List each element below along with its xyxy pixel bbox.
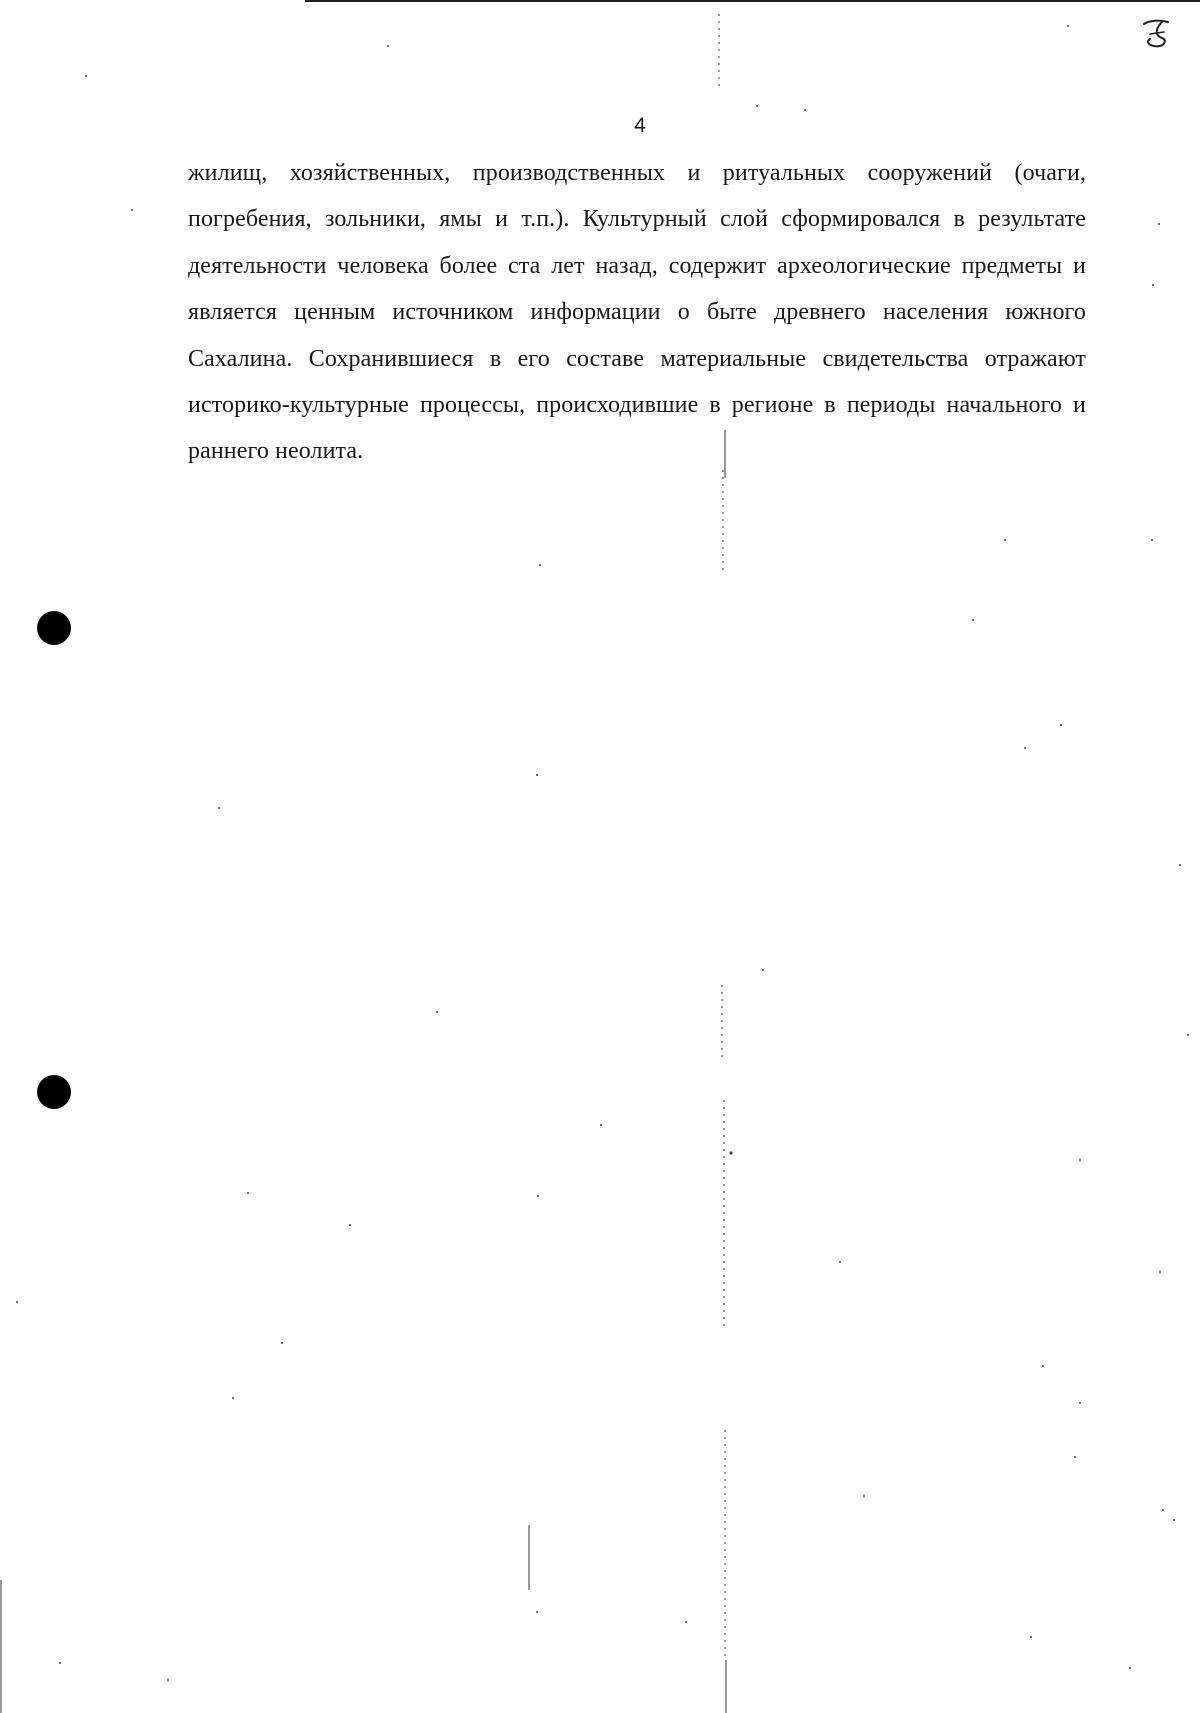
page-number: 4: [634, 114, 646, 137]
handwritten-page-mark-icon: [1140, 16, 1174, 50]
punch-hole-icon: [37, 1075, 71, 1109]
top-border-line: [305, 0, 1200, 2]
body-paragraph: жилищ, хозяйственных, производственных и ритуальных сооружений (очаги, погребения, зольники, ямы и т.п.). Культурный слой сформировался в результате деятельности человека более ста лет назад, содержит археологические предметы и является ценным источником информации о быте древнего населения южного Сахалина. Сохранившиеся в его составе материальные свидетельства отражают историко-культурные процессы, происходившие в регионе в периоды начального и раннего неолита.: [188, 160, 1086, 465]
punch-hole-icon: [37, 611, 71, 645]
